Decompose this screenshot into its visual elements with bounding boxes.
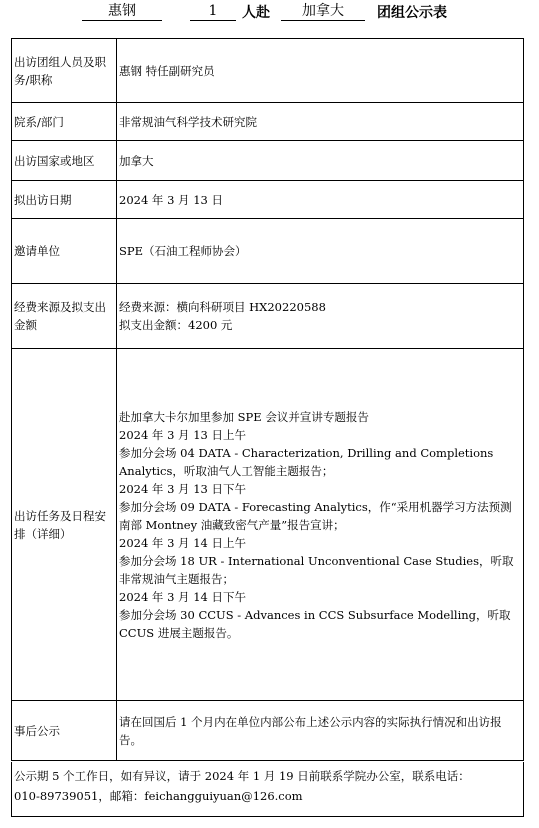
title-person: 惠钢: [82, 2, 162, 21]
label-members: 出访团组人员及职务/职称: [12, 39, 117, 103]
label-funding: 经费来源及拟支出金额: [12, 284, 117, 349]
schedule-line: 参加分会场 09 DATA - Forecasting Analytics，作“采用机器学习方法预测南部 Montney 油藏致密气产量”报告宣讲；: [119, 499, 512, 532]
value-schedule: [117, 349, 524, 701]
value-date: 2024 年 3 月 13 日: [117, 181, 524, 219]
value-department: 非常规油气科学技术研究院: [117, 103, 524, 141]
label-schedule: 出访任务及日程安排（详细）: [12, 349, 117, 701]
table-row: [12, 701, 524, 761]
table-row: [12, 219, 524, 284]
value-country: 加拿大: [117, 141, 524, 181]
funding-amount: 拟支出金额：4200 元: [119, 318, 233, 332]
title-text: 团组公示表: [377, 5, 447, 21]
schedule-line: 2024 年 3 月 13 日上午: [119, 427, 246, 442]
label-inviter: 邀请单位: [12, 219, 117, 284]
schedule-line: 参加分会场 30 CCUS - Advances in CCS Subsurface Modelling，听取 CCUS 进展主题报告。: [119, 607, 511, 640]
schedule-line: 参加分会场 18 UR - International Unconventional Case Studies，听取非常规油气主题报告；: [119, 553, 514, 586]
table-row: [12, 141, 524, 181]
title-count: 1: [190, 2, 236, 21]
schedule-line: 2024 年 3 月 13 日下午: [119, 481, 246, 496]
label-department: 院系/部门: [12, 103, 117, 141]
info-table: [11, 38, 524, 761]
label-country: 出访国家或地区: [12, 141, 117, 181]
schedule-line: 赴加拿大卡尔加里参加 SPE 会议并宣讲专题报告: [119, 409, 369, 424]
value-publicity: 请在回国后 1 个月内在单位内部公布上述公示内容的实际执行情况和出访报告。: [117, 701, 524, 761]
table-row: [12, 284, 524, 349]
value-funding: [117, 284, 524, 349]
label-publicity: 事后公示: [12, 701, 117, 761]
title-country: 加拿大: [281, 2, 365, 21]
table-row: [12, 349, 524, 701]
table-row: [12, 39, 524, 103]
schedule-line: 参加分会场 04 DATA - Characterization, Drilling and Completions Analytics，听取油气人工智能主题报告；: [119, 445, 494, 478]
funding-source: 经费来源：横向科研项目 HX20220588: [119, 300, 326, 314]
value-members: 惠钢 特任副研究员: [117, 39, 524, 103]
footer-line-2: 010-89739051，邮箱：feichangguiyuan@126.com: [14, 789, 303, 803]
footer-notice: [11, 762, 524, 817]
schedule-line: 2024 年 3 月 14 日下午: [119, 589, 246, 604]
table-row: [12, 181, 524, 219]
table-row: [12, 103, 524, 141]
document-title: [0, 0, 539, 28]
label-date: 拟出访日期: [12, 181, 117, 219]
title-count-suffix: 人赴: [242, 5, 270, 21]
schedule-line: 2024 年 3 月 14 日上午: [119, 535, 246, 550]
footer-line-1: 公示期 5 个工作日，如有异议，请于 2024 年 1 月 19 日前联系学院办公室，联系电话：: [14, 769, 470, 783]
value-inviter: SPE（石油工程师协会）: [117, 219, 524, 284]
